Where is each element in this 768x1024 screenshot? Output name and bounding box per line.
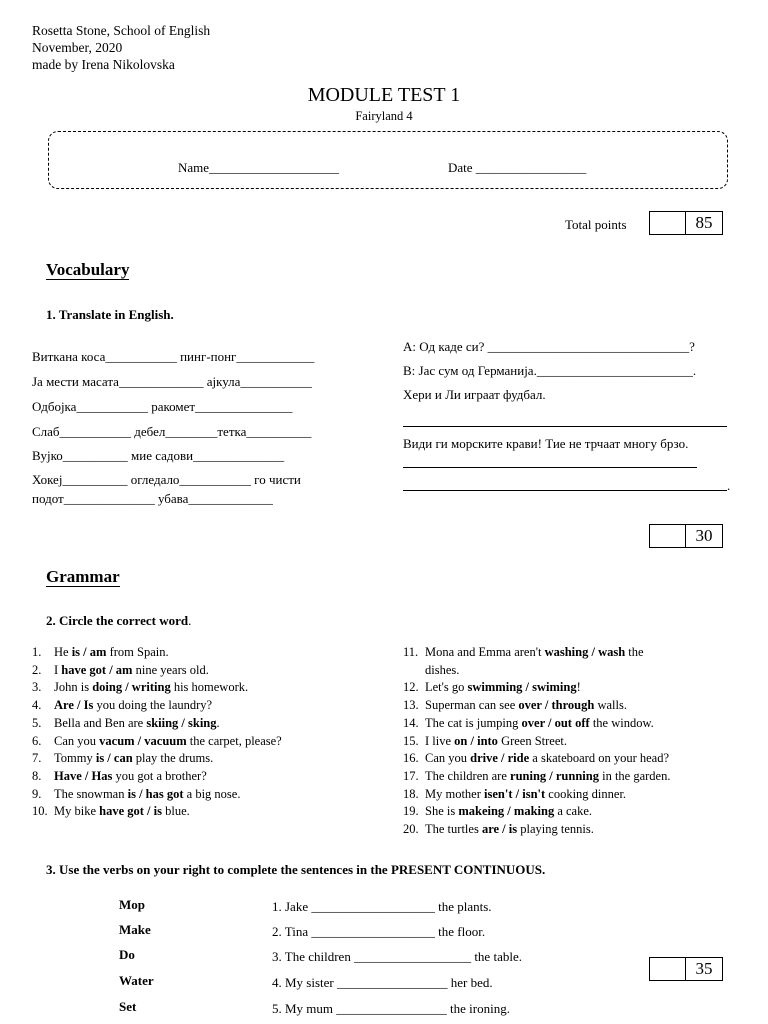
item-text: The children are [425, 768, 511, 783]
item-text: Can you [425, 751, 471, 766]
verb-option: Water [119, 973, 154, 988]
item-choice[interactable]: makeing / making [458, 804, 555, 819]
task1-instruction: 1. Translate in English. [46, 307, 174, 322]
item-number: 1. [32, 645, 42, 659]
item-choice[interactable]: Have / Has [54, 768, 113, 783]
item-choice[interactable]: drive / ride [470, 751, 530, 766]
task3-instruction: 3. Use the verbs on your right to complete the sentences in the PRESENT CONTINUOUS. [46, 862, 546, 877]
item-number: 14. [403, 715, 419, 730]
grammar-item [32, 768, 282, 786]
grammar-item [32, 715, 282, 733]
grammar-item [403, 768, 670, 786]
sentence: 5. My mum _________________ the ironing. [272, 1001, 510, 1016]
item-number: 8. [32, 768, 42, 783]
item-number: 16. [403, 751, 419, 766]
item-text: Tommy [54, 751, 96, 766]
item-text: play the drums. [132, 751, 214, 766]
item-text: his homework. [170, 680, 249, 695]
vocab-left-line: подот______________ убава_____________ [32, 491, 273, 506]
item-text: ! [576, 680, 581, 695]
item-choice[interactable]: over / through [518, 698, 595, 713]
item-number: 9. [32, 786, 42, 801]
item-choice[interactable]: runing / running [510, 768, 599, 783]
vocab-left-line: Вујко__________ мие садови______________ [32, 448, 285, 463]
item-text: you doing the laundry? [93, 698, 213, 713]
grammar-item [32, 750, 282, 768]
item-text: The turtles [425, 822, 482, 837]
grammar-item [32, 644, 282, 662]
item-text: walls. [594, 698, 627, 713]
sentence: 4. My sister _________________ her bed. [272, 975, 493, 990]
vocab-left-line: Ја мести масата_____________ ајкула___________ [32, 374, 312, 389]
item-number: 10. [32, 804, 48, 819]
student-info-box [48, 131, 728, 189]
item-number: 17. [403, 768, 419, 783]
item-text: Bella and Ben are [54, 715, 147, 730]
item-text: you got a brother? [112, 768, 207, 783]
item-text: the window. [589, 715, 654, 730]
item-number: 7. [32, 751, 42, 766]
item-text: The cat is jumping [425, 715, 522, 730]
vocabulary-score: 30 [695, 526, 713, 545]
sentence: 1. Jake ___________________ the plants. [272, 899, 492, 914]
item-text: in the garden. [598, 768, 671, 783]
item-text: The snowman [54, 786, 128, 801]
verb-option: Make [119, 922, 151, 937]
item-number: 13. [403, 698, 419, 713]
grammar-item [403, 662, 670, 680]
verb-option: Mop [119, 897, 145, 912]
vocab-left-line: Виткана коса___________ пинг-понг____________ [32, 349, 315, 364]
grammar-heading: Grammar [46, 567, 120, 586]
item-text: from Spain. [106, 645, 169, 659]
vocab-right-line: В: Јас сум од Германија.________________________. [403, 363, 697, 378]
item-text: My bike [54, 804, 100, 819]
vocabulary-score-box [649, 524, 723, 548]
item-number: 20. [403, 822, 419, 837]
item-text: Let's go [425, 680, 468, 695]
item-text: She is [425, 804, 459, 819]
item-choice[interactable]: Are / Is [54, 698, 94, 713]
vocab-left-line: Хокеј__________ огледало___________ го чисти [32, 472, 301, 487]
grammar-score-box [649, 957, 723, 981]
verb-option: Do [119, 947, 135, 962]
item-text: a big nose. [183, 786, 241, 801]
test-date: November, 2020 [32, 40, 123, 55]
item-choice[interactable]: over / out off [521, 715, 590, 730]
school-name: Rosetta Stone, School of English [32, 23, 211, 38]
task2-instruction: 2. Circle the correct word. [46, 613, 192, 628]
item-choice[interactable]: is / has got [127, 786, 184, 801]
item-number: 2. [32, 662, 42, 677]
grammar-item [32, 733, 282, 751]
vocab-left-line: Слаб___________ дебел________тетка__________ [32, 424, 312, 439]
item-text: the carpet, please? [186, 733, 282, 748]
item-text: . [216, 715, 220, 730]
grammar-item [403, 644, 670, 662]
sentence: 2. Tina ___________________ the floor. [272, 924, 486, 939]
total-points-value: 85 [695, 213, 713, 232]
grammar-item [403, 733, 670, 751]
item-choice[interactable]: is / am [71, 645, 107, 659]
item-text: Superman can see [425, 698, 519, 713]
item-choice[interactable]: have got / am [61, 662, 133, 677]
vocab-right-line: Хери и Ли играат фудбал. [403, 387, 546, 402]
item-text: playing tennis. [517, 822, 594, 837]
total-points-box [649, 211, 723, 235]
item-text: nine years old. [132, 662, 209, 677]
grammar-item [32, 679, 282, 697]
vocab-right-line: А: Од каде си? _______________________________? [403, 339, 695, 354]
item-text: blue. [162, 804, 190, 819]
grammar-item [403, 679, 670, 697]
author-credit: made by Irena Nikolovska [32, 57, 175, 72]
item-number: 11. [403, 645, 419, 659]
grammar-item [403, 715, 670, 733]
page-title: MODULE TEST 1 [307, 84, 461, 106]
item-number: 19. [403, 804, 419, 819]
item-text: He [54, 645, 72, 659]
item-text: Mona and Emma aren't [425, 645, 545, 659]
item-text: I live [425, 733, 455, 748]
item-text: the [625, 645, 644, 659]
item-text: I [54, 662, 62, 677]
answer-line [403, 426, 727, 427]
grammar-item [32, 697, 282, 715]
item-text: dishes. [425, 662, 460, 677]
item-choice[interactable]: skiing / sking [146, 715, 217, 730]
item-choice[interactable]: have got / is [99, 804, 162, 819]
vocabulary-heading: Vocabulary [46, 260, 130, 279]
item-choice[interactable]: doing / writing [92, 680, 171, 695]
grammar-item [403, 786, 670, 804]
item-choice[interactable]: swimming / swiming [467, 680, 577, 695]
verb-option: Set [119, 999, 137, 1014]
item-text: a cake. [554, 804, 593, 819]
item-choice[interactable]: are / is [481, 822, 518, 837]
item-text: John is [54, 680, 93, 695]
sentence: 3. The children __________________ the table. [272, 949, 522, 964]
item-number: 4. [32, 698, 42, 713]
item-choice[interactable]: vacum / vacuum [99, 733, 187, 748]
grammar-item [403, 821, 670, 839]
item-number: 3. [32, 680, 42, 695]
item-number: 15. [403, 733, 419, 748]
total-points-label: Total points [565, 217, 627, 232]
item-text: Can you [54, 733, 100, 748]
grammar-item [403, 803, 670, 821]
item-text: My mother [425, 786, 485, 801]
grammar-item [32, 786, 282, 804]
item-number: 6. [32, 733, 42, 748]
item-choice[interactable]: is / can [95, 751, 133, 766]
vocab-right-line: Види ги морските крави! Тие не трчаат многу брзо. [403, 436, 689, 451]
grammar-item [32, 662, 282, 680]
grammar-score: 35 [695, 959, 713, 978]
item-number: 12. [403, 680, 419, 695]
item-choice[interactable]: isen't / isn't [484, 786, 546, 801]
item-number: 5. [32, 715, 42, 730]
item-text: cooking dinner. [545, 786, 627, 801]
answer-line [403, 467, 697, 468]
vocab-left-line: Одбојка___________ ракомет_______________ [32, 399, 293, 414]
answer-line-end: . [727, 478, 731, 493]
grammar-left-list [32, 644, 282, 821]
grammar-item [32, 803, 282, 821]
date-field[interactable]: Date _________________ [448, 160, 587, 175]
item-choice[interactable]: on / into [454, 733, 498, 748]
page-subtitle: Fairyland 4 [355, 109, 413, 123]
grammar-right-list [403, 644, 670, 839]
item-text: a skateboard on your head? [529, 751, 670, 766]
item-text: Green Street. [497, 733, 568, 748]
grammar-item [403, 750, 670, 768]
item-number: 18. [403, 786, 419, 801]
name-field[interactable]: Name____________________ [178, 160, 340, 175]
grammar-item [403, 697, 670, 715]
answer-line [403, 490, 727, 491]
item-choice[interactable]: washing / wash [544, 645, 626, 659]
